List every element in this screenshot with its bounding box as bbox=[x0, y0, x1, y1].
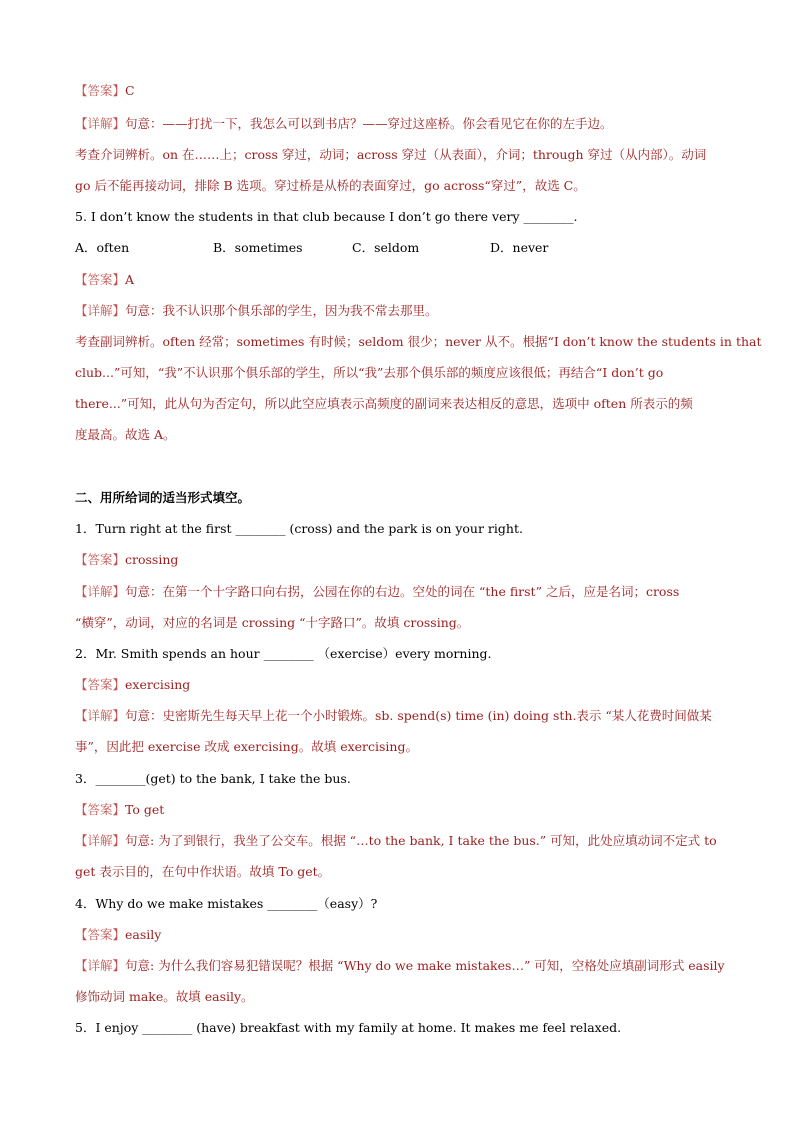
answer-tag: 【答案】 bbox=[75, 677, 126, 692]
answer-value: easily bbox=[125, 927, 162, 942]
fill-question-2: 2．Mr. Smith spends an hour ________ （exercise）every morning. bbox=[75, 646, 492, 661]
fill-detail-2-line2: 事”，因此把 exercise 改成 exercising。故填 exercising。 bbox=[75, 739, 418, 754]
fill-question-5: 5．I enjoy ________ (have) breakfast with my family at home. It makes me feel relaxed. bbox=[75, 1020, 622, 1035]
fill-detail-3-line2: get 表示目的，在句中作状语。故填 To get。 bbox=[75, 864, 331, 879]
detail-text: 句意: 为了到银行，我坐了公交车。根据 “…to the bank, I take the bus.” 可知，此处应填动词不定式 to bbox=[125, 833, 717, 848]
option-c: C．seldom bbox=[352, 240, 420, 255]
answer-value: To get bbox=[125, 802, 165, 817]
fill-answer-4 bbox=[75, 927, 161, 943]
detail-tag: 【详解】 bbox=[75, 116, 126, 131]
answer-tag: 【答案】 bbox=[75, 802, 126, 817]
fill-detail-3 bbox=[75, 833, 717, 849]
answer-value: A bbox=[125, 272, 135, 287]
answer-tag: 【答案】 bbox=[75, 552, 126, 567]
option-b: B．sometimes bbox=[213, 240, 303, 255]
fill-question-1: 1．Turn right at the first ________ (cross) and the park is on your right. bbox=[75, 521, 523, 536]
q5-detail-line4: there...”可知，此从句为否定句，所以此空应填表示高频度的副词来表达相反的意思，选项中 often 所表示的频 bbox=[75, 396, 693, 411]
detail-text: 句意: 为什么我们容易犯错误呢？根据 “Why do we make mistakes…” 可知，空格处应填副词形式 easily bbox=[125, 958, 725, 973]
answer-tag: 【答案】 bbox=[75, 272, 126, 287]
detail-text: 句意：在第一个十字路口向右拐，公园在你的右边。空处的词在 “the first” 之后，应是名词；cross bbox=[125, 584, 680, 599]
detail-tag: 【详解】 bbox=[75, 708, 126, 723]
q4-detail bbox=[75, 116, 613, 132]
q5-answer bbox=[75, 272, 134, 288]
detail-text: 句意：我不认识那个俱乐部的学生，因为我不常去那里。 bbox=[125, 303, 438, 318]
q4-detail-line3: go 后不能再接动词，排除 B 选项。穿过桥是从桥的表面穿过，go across“穿过”，故选 C。 bbox=[75, 178, 586, 193]
answer-value: crossing bbox=[125, 552, 179, 567]
q5-options bbox=[75, 240, 715, 256]
detail-tag: 【详解】 bbox=[75, 833, 126, 848]
q5-detail-line3: club...”可知，“我”不认识那个俱乐部的学生，所以“我”去那个俱乐部的频度应该很低；再结合“I don’t go bbox=[75, 365, 664, 380]
answer-tag: 【答案】 bbox=[75, 927, 126, 942]
answer-value: exercising bbox=[125, 677, 191, 692]
q4-answer bbox=[75, 83, 135, 99]
q5-detail-line2: 考查副词辨析。often 经常；sometimes 有时候；seldom 很少；never 从不。根据“I don’t know the students in that bbox=[75, 334, 762, 349]
detail-text: 句意：——打扰一下，我怎么可以到书店？——穿过这座桥。你会看见它在你的左手边。 bbox=[125, 116, 613, 131]
fill-detail-4-line2: 修饰动词 make。故填 easily。 bbox=[75, 989, 254, 1004]
fill-question-4: 4．Why do we make mistakes ________（easy）? bbox=[75, 896, 378, 911]
detail-tag: 【详解】 bbox=[75, 958, 126, 973]
option-a: A．often bbox=[75, 240, 130, 255]
fill-detail-1 bbox=[75, 584, 679, 600]
fill-detail-2 bbox=[75, 708, 712, 724]
fill-answer-2 bbox=[75, 677, 190, 693]
fill-detail-4 bbox=[75, 958, 725, 974]
q5-detail bbox=[75, 303, 438, 319]
fill-detail-1-line2: “横穿”，动词，对应的名词是 crossing “十字路口”。故填 crossing。 bbox=[75, 615, 470, 630]
q5-question: 5. I don’t know the students in that club because I don’t go there very ________. bbox=[75, 209, 578, 224]
q5-detail-line5: 度最高。故选 A。 bbox=[75, 427, 176, 442]
option-d: D．never bbox=[490, 240, 549, 255]
fill-answer-3 bbox=[75, 802, 164, 818]
answer-value: C bbox=[125, 83, 135, 98]
detail-tag: 【详解】 bbox=[75, 584, 126, 599]
fill-question-3: 3．________(get) to the bank, I take the bus. bbox=[75, 771, 351, 786]
q4-detail-line2: 考查介词辨析。on 在……上；cross 穿过，动词；across 穿过（从表面），介词；through 穿过（从内部）。动词 bbox=[75, 147, 707, 162]
detail-text: 句意：史密斯先生每天早上花一个小时锻炼。sb. spend(s) time (in) doing sth.表示 “某人花费时间做某 bbox=[125, 708, 712, 723]
answer-tag: 【答案】 bbox=[75, 83, 126, 98]
fill-answer-1 bbox=[75, 552, 178, 568]
detail-tag: 【详解】 bbox=[75, 303, 126, 318]
section-heading: 二、用所给词的适当形式填空。 bbox=[75, 490, 251, 505]
